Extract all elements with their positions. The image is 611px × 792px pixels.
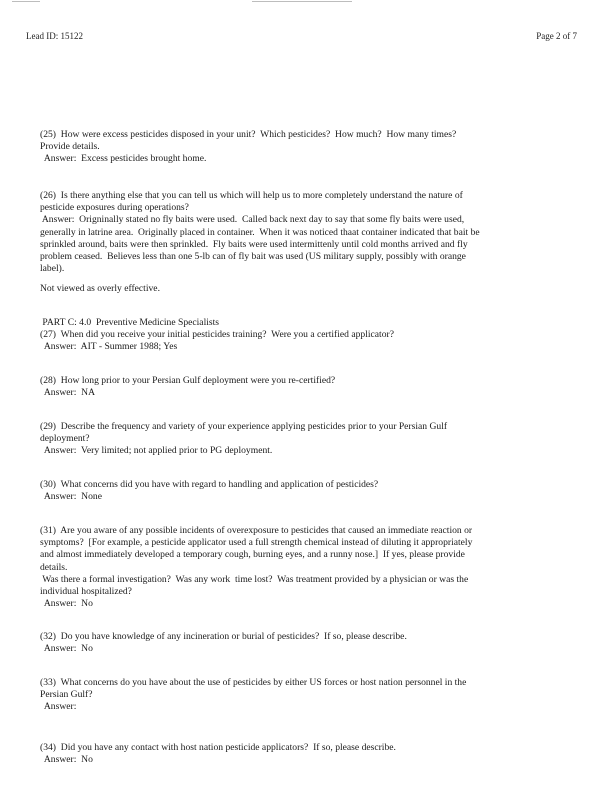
question-text-line: and almost immediately developed a temporary cough, burning eyes, and a runny nose.] If yes, please provide (40, 549, 465, 561)
question-text-line: (27) When did you receive your initial pesticides training? Were you a certified applicator? (40, 329, 394, 341)
question-text-line: Not viewed as overly effective. (40, 283, 160, 294)
answer-text: Answer: No (42, 643, 93, 655)
question-block (40, 190, 572, 275)
question-block (40, 129, 572, 166)
answer-text-line: generally in latrine area. Originally placed in container. When it was noticed thaat container indicated that bait be (40, 226, 480, 238)
answer-text: Answer: NA (42, 387, 96, 399)
scan-artifact-left (12, 1, 40, 2)
question-text-line: symptoms? [For example, a pesticide applicator used a full strength chemical instead of diluting it appropriately (40, 537, 473, 549)
question-text-line: Provide details. (40, 141, 100, 153)
question-block (40, 375, 572, 399)
question-text-line: (26) Is there anything else that you can tell us which will help us to more completely understand the nature of (40, 190, 463, 201)
answer-text-line: sprinkled around, baits were then sprinkled. Fly baits were used intermittenly until cold months arrived and fly (40, 238, 468, 250)
question-block (40, 283, 572, 295)
question-text-line: (30) What concerns did you have with regard to handling and application of pesticides? (40, 479, 379, 490)
question-text-line: (32) Do you have knowledge of any incineration or burial of pesticides? If so, please describe. (40, 631, 407, 642)
question-block (40, 317, 572, 354)
question-text-line: (25) How were excess pesticides disposed in your unit? Which pesticides? How much? How many times? (40, 129, 457, 140)
answer-text-line: label). (40, 263, 65, 275)
question-block (40, 421, 572, 458)
question-text-line: individual hospitalized? (40, 586, 132, 598)
question-text-line: details. (40, 561, 68, 573)
answer-text: Answer: None (42, 491, 102, 503)
question-text-line: Persian Gulf? (40, 689, 93, 701)
question-text-line: (31) Are you aware of any possible incidents of overexposure to pesticides that caused an immediate reaction or (40, 525, 473, 536)
question-block (40, 525, 572, 610)
question-text-line: pesticide exposures during operations? (40, 202, 189, 214)
question-block (40, 479, 572, 503)
question-text-line: deployment? (40, 433, 90, 445)
question-text-line: Was there a formal investigation? Was any work time lost? Was treatment provided by a physician or was the (40, 573, 469, 585)
question-text-line: (33) What concerns do you have about the use of pesticides by either US forces or host nation personnel in the (40, 677, 467, 688)
question-text-line: PART C: 4.0 Preventive Medicine Specialists (40, 317, 220, 328)
answer-text-line: problem ceased. Believes less than one 5-lb can of fly bait was used (US military supply, possibly with orange (40, 251, 466, 263)
question-text-line: (29) Describe the frequency and variety of your experience applying pesticides prior to your Persian Gulf (40, 421, 448, 432)
question-text-line: (28) How long prior to your Persian Gulf deployment were you re-certified? (40, 375, 336, 386)
question-block (40, 677, 572, 714)
question-block (40, 742, 572, 766)
scan-artifact-center (252, 1, 352, 2)
answer-text: Answer: (42, 701, 77, 713)
page-number: Page 2 of 7 (536, 31, 577, 41)
answer-text: Answer: Very limited; not applied prior to PG deployment. (42, 445, 273, 457)
question-block (40, 631, 572, 655)
answer-text: Answer: Excess pesticides brought home. (42, 153, 207, 165)
lead-id: Lead ID: 15122 (26, 31, 83, 41)
question-text-line: (34) Did you have any contact with host nation pesticide applicators? If so, please describe. (40, 742, 396, 753)
answer-text: Answer: No (42, 754, 93, 766)
answer-text-line: Answer: Origninally stated no fly baits were used. Called back next day to say that some fly baits were used, (40, 214, 465, 226)
answer-text: Answer: AIT - Summer 1988; Yes (42, 341, 178, 353)
answer-text: Answer: No (42, 598, 93, 610)
